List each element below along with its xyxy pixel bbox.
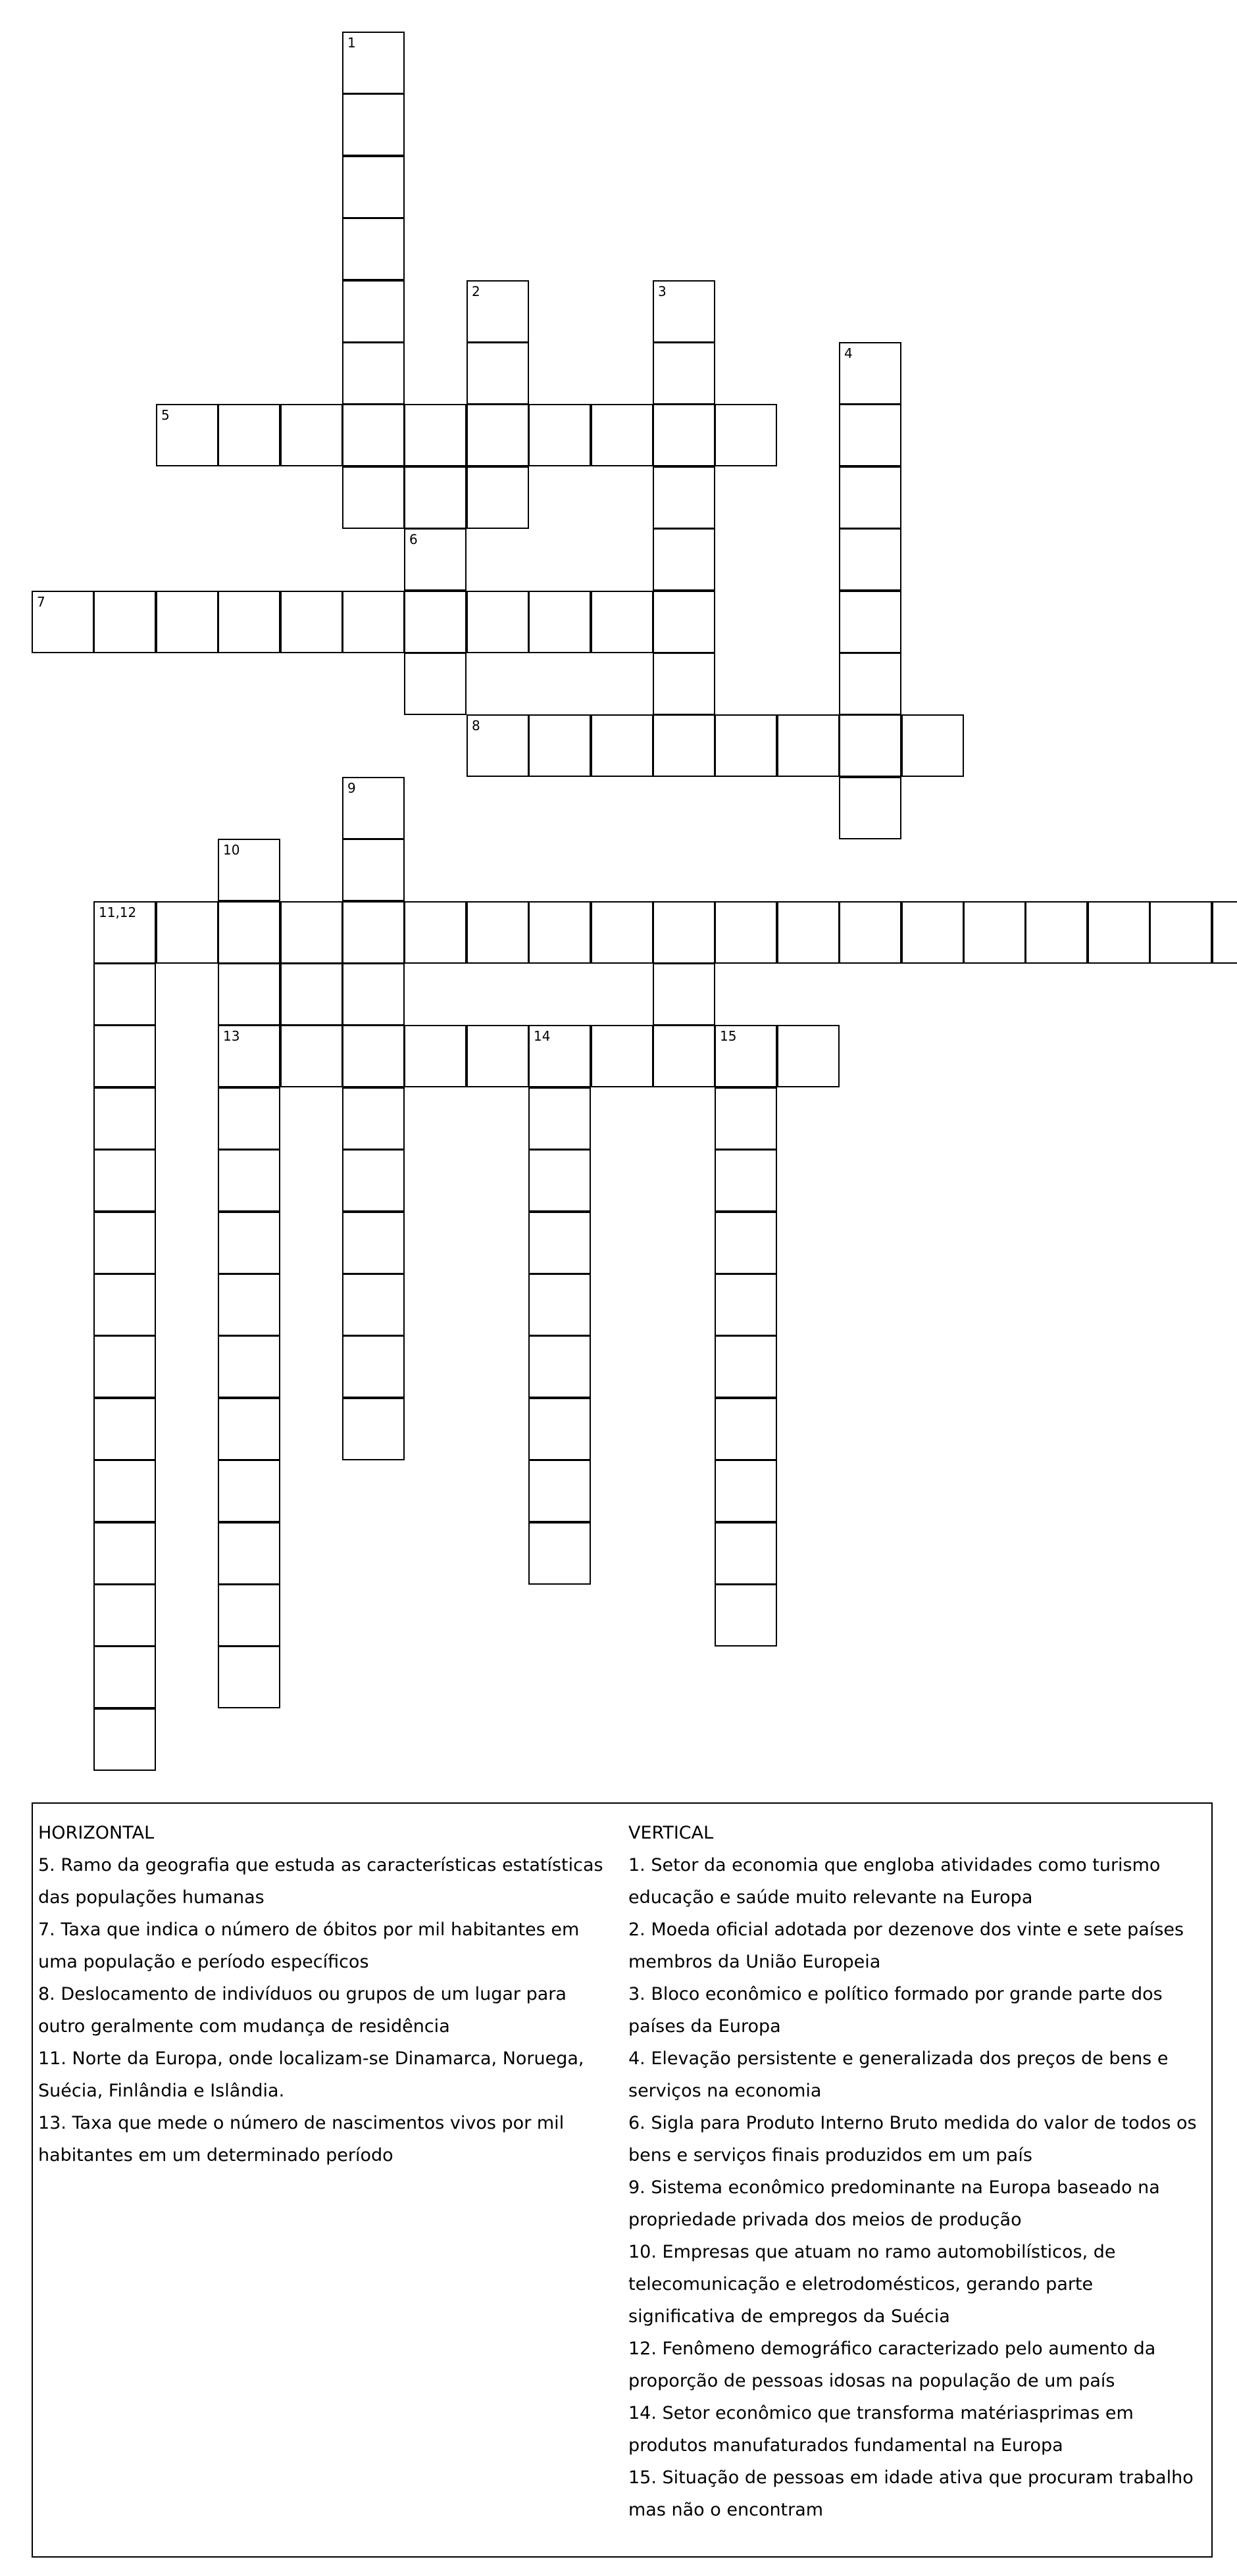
grid-cell[interactable] — [404, 528, 467, 591]
grid-cell[interactable] — [218, 1398, 280, 1460]
grid-cell[interactable] — [653, 714, 715, 777]
grid-cell[interactable] — [218, 1087, 280, 1150]
grid-cell[interactable] — [342, 466, 405, 529]
grid-cell[interactable] — [218, 404, 280, 466]
grid-cell[interactable] — [280, 901, 343, 964]
grid-cell[interactable] — [218, 1522, 280, 1585]
grid-cell[interactable] — [218, 1646, 280, 1708]
clue-number-4: 4 — [844, 345, 853, 361]
grid-cell[interactable] — [715, 714, 777, 777]
grid-cell[interactable] — [591, 404, 653, 466]
clue-1: 1. Setor da economia que engloba atividades como turismo educação e saúde muito relevante na Europa — [628, 1855, 1161, 1908]
grid-cell[interactable] — [93, 1708, 156, 1771]
grid-cell[interactable] — [1088, 901, 1150, 964]
clue-3: 3. Bloco econômico e político formado por grande parte dos países da Europa — [628, 1984, 1163, 2037]
grid-cell[interactable] — [280, 404, 343, 466]
clue-11: 11. Norte da Europa, onde localizam-se Dinamarca, Noruega, Suécia, Finlândia e Islândia. — [38, 2048, 584, 2101]
grid-cell[interactable] — [93, 591, 156, 653]
clue-4: 4. Elevação persistente e generalizada dos preços de bens e serviços na economia — [628, 2048, 1169, 2101]
grid-cell[interactable] — [777, 1025, 840, 1087]
grid-cell[interactable] — [342, 1335, 405, 1398]
grid-cell[interactable] — [342, 404, 405, 466]
grid-cell[interactable] — [591, 901, 653, 964]
grid-cell[interactable] — [839, 591, 901, 653]
grid-cell[interactable] — [715, 1087, 777, 1150]
clue-5: 5. Ramo da geografia que estuda as características estatísticas das populações humanas — [38, 1855, 603, 1908]
grid-cell[interactable] — [653, 1025, 715, 1087]
grid-cell[interactable] — [32, 591, 94, 653]
grid-cell[interactable] — [342, 342, 405, 405]
grid-cell[interactable] — [528, 901, 591, 964]
grid-cell[interactable] — [653, 280, 715, 343]
grid-cell[interactable] — [93, 1087, 156, 1150]
grid-cell[interactable] — [467, 280, 529, 343]
grid-cell[interactable] — [218, 1212, 280, 1274]
clue-10: 10. Empresas que atuam no ramo automobilísticos, de telecomunicação e eletrodomésticos, gerando parte significativa de empregos da Suécia — [628, 2242, 1116, 2327]
grid-cell[interactable] — [280, 591, 343, 653]
grid-cell[interactable] — [280, 963, 343, 1026]
grid-cell[interactable] — [342, 1212, 405, 1274]
grid-cell[interactable] — [93, 1274, 156, 1336]
grid-cell[interactable] — [342, 32, 405, 94]
grid-cell[interactable] — [528, 1149, 591, 1212]
clue-12: 12. Fenômeno demográfico caracterizado pelo aumento da proporção de pessoas idosas na população de um país — [628, 2339, 1156, 2391]
clue-15: 15. Situação de pessoas em idade ativa que procuram trabalho mas não o encontram — [628, 2467, 1194, 2520]
grid-cell[interactable] — [839, 342, 901, 405]
grid-cell[interactable] — [93, 963, 156, 1026]
grid-cell[interactable] — [404, 404, 467, 466]
grid-cell[interactable] — [591, 1025, 653, 1087]
grid-cell[interactable] — [342, 280, 405, 343]
grid-cell[interactable] — [715, 1212, 777, 1274]
grid-cell[interactable] — [467, 714, 529, 777]
grid-cell[interactable] — [93, 1335, 156, 1398]
grid-cell[interactable] — [93, 1460, 156, 1522]
grid-cell[interactable] — [528, 1274, 591, 1336]
grid-cell[interactable] — [93, 1212, 156, 1274]
grid-cell[interactable] — [467, 404, 529, 466]
grid-cell[interactable] — [963, 901, 1026, 964]
grid-cell[interactable] — [93, 901, 156, 964]
grid-cell[interactable] — [777, 714, 840, 777]
grid-cell[interactable] — [93, 1646, 156, 1708]
grid-cell[interactable] — [218, 839, 280, 901]
grid-cell[interactable] — [218, 1335, 280, 1398]
grid-cell[interactable] — [839, 528, 901, 591]
clue-number-10: 10 — [223, 842, 240, 858]
grid-cell[interactable] — [93, 1149, 156, 1212]
clue-6: 6. Sigla para Produto Interno Bruto medida do valor de todos os bens e serviços finais produzidos em um país — [628, 2113, 1197, 2166]
grid-cell[interactable] — [404, 901, 467, 964]
grid-cell[interactable] — [777, 901, 840, 964]
grid-cell[interactable] — [404, 466, 467, 529]
grid-cell[interactable] — [342, 218, 405, 280]
clue-number-7: 7 — [37, 594, 45, 610]
grid-cell[interactable] — [901, 714, 964, 777]
grid-cell[interactable] — [342, 777, 405, 839]
grid-cell[interactable] — [715, 1584, 777, 1647]
grid-cell[interactable] — [342, 591, 405, 653]
grid-cell[interactable] — [839, 466, 901, 529]
grid-cell[interactable] — [839, 714, 901, 777]
vertical-heading: VERTICAL — [628, 1823, 714, 1843]
grid-cell[interactable] — [528, 714, 591, 777]
grid-cell[interactable] — [342, 901, 405, 964]
grid-cell[interactable] — [653, 342, 715, 405]
clue-number-1: 1 — [347, 35, 356, 51]
grid-cell[interactable] — [467, 591, 529, 653]
grid-cell[interactable] — [839, 404, 901, 466]
clue-number-5: 5 — [161, 407, 170, 423]
clue-number-15: 15 — [720, 1028, 737, 1044]
grid-cell[interactable] — [1025, 901, 1088, 964]
grid-cell[interactable] — [591, 714, 653, 777]
grid-cell[interactable] — [715, 1398, 777, 1460]
grid-cell[interactable] — [839, 653, 901, 715]
grid-cell[interactable] — [715, 404, 777, 466]
grid-cell[interactable] — [156, 404, 218, 466]
clues-box — [32, 1802, 1213, 2558]
grid-cell[interactable] — [715, 901, 777, 964]
grid-cell[interactable] — [528, 1087, 591, 1150]
clue-number-11-12: 11,12 — [99, 904, 137, 920]
clue-8: 8. Deslocamento de indivíduos ou grupos de um lugar para outro geralmente com mudança de residência — [38, 1984, 567, 2037]
grid-cell[interactable] — [715, 1335, 777, 1398]
grid-cell[interactable] — [93, 1522, 156, 1585]
grid-cell[interactable] — [156, 591, 218, 653]
grid-cell[interactable] — [653, 528, 715, 591]
grid-cell[interactable] — [653, 591, 715, 653]
grid-cell[interactable] — [528, 1025, 591, 1087]
grid-cell[interactable] — [342, 1274, 405, 1336]
clue-14: 14. Setor econômico que transforma matériasprimas em produtos manufaturados fundamental na Europa — [628, 2403, 1134, 2456]
vertical-clues — [628, 1817, 1201, 2526]
grid-cell[interactable] — [342, 1398, 405, 1460]
grid-cell[interactable] — [467, 466, 529, 529]
grid-cell[interactable] — [218, 1274, 280, 1336]
grid-cell[interactable] — [528, 1398, 591, 1460]
grid-cell[interactable] — [901, 901, 964, 964]
grid-cell[interactable] — [715, 1025, 777, 1087]
grid-cell[interactable] — [653, 963, 715, 1026]
clue-number-14: 14 — [534, 1028, 551, 1044]
horizontal-heading: HORIZONTAL — [38, 1823, 155, 1843]
grid-cell[interactable] — [218, 963, 280, 1026]
clue-number-3: 3 — [658, 284, 667, 299]
clue-number-8: 8 — [472, 718, 480, 733]
grid-cell[interactable] — [218, 591, 280, 653]
grid-cell[interactable] — [342, 93, 405, 156]
grid-cell[interactable] — [342, 839, 405, 901]
clue-number-9: 9 — [347, 780, 356, 796]
clue-number-2: 2 — [472, 284, 480, 299]
grid-cell[interactable] — [342, 1087, 405, 1150]
grid-cell[interactable] — [1212, 901, 1237, 964]
grid-cell[interactable] — [218, 1460, 280, 1522]
grid-cell[interactable] — [528, 591, 591, 653]
grid-cell[interactable] — [404, 591, 467, 653]
grid-cell[interactable] — [715, 1522, 777, 1585]
grid-cell[interactable] — [653, 404, 715, 466]
grid-cell[interactable] — [839, 901, 901, 964]
clue-2: 2. Moeda oficial adotada por dezenove dos vinte e sete países membros da União Europeia — [628, 1920, 1184, 1972]
grid-cell[interactable] — [280, 1025, 343, 1087]
grid-cell[interactable] — [528, 1335, 591, 1398]
clue-9: 9. Sistema econômico predominante na Europa baseado na propriedade privada dos meios de produção — [628, 2177, 1160, 2230]
horizontal-clues — [38, 1817, 611, 2171]
grid-cell[interactable] — [467, 342, 529, 405]
grid-cell[interactable] — [342, 156, 405, 218]
grid-cell[interactable] — [715, 1460, 777, 1522]
grid-cell[interactable] — [218, 901, 280, 964]
grid-cell[interactable] — [404, 1025, 467, 1087]
grid-cell[interactable] — [528, 1212, 591, 1274]
grid-cell[interactable] — [653, 901, 715, 964]
clue-number-6: 6 — [409, 532, 418, 547]
grid-cell[interactable] — [467, 901, 529, 964]
grid-cell[interactable] — [653, 653, 715, 715]
grid-cell[interactable] — [1149, 901, 1212, 964]
grid-cell[interactable] — [342, 1149, 405, 1212]
grid-cell[interactable] — [156, 901, 218, 964]
clue-7: 7. Taxa que indica o número de óbitos por mil habitantes em uma população e período específicos — [38, 1920, 580, 1972]
grid-cell[interactable] — [715, 1274, 777, 1336]
grid-cell[interactable] — [591, 591, 653, 653]
grid-cell[interactable] — [93, 1025, 156, 1087]
grid-cell[interactable] — [218, 1584, 280, 1647]
grid-cell[interactable] — [528, 1460, 591, 1522]
grid-cell[interactable] — [218, 1149, 280, 1212]
grid-cell[interactable] — [715, 1149, 777, 1212]
grid-cell[interactable] — [653, 466, 715, 529]
clue-13: 13. Taxa que mede o número de nascimentos vivos por mil habitantes em um determinado período — [38, 2113, 565, 2166]
grid-cell[interactable] — [218, 1025, 280, 1087]
grid-cell[interactable] — [839, 777, 901, 839]
grid-cell[interactable] — [342, 1025, 405, 1087]
grid-cell[interactable] — [467, 1025, 529, 1087]
grid-cell[interactable] — [528, 1522, 591, 1585]
grid-cell[interactable] — [528, 404, 591, 466]
grid-cell[interactable] — [404, 653, 467, 715]
clue-number-13: 13 — [223, 1028, 240, 1044]
grid-cell[interactable] — [342, 963, 405, 1026]
grid-cell[interactable] — [93, 1584, 156, 1647]
grid-cell[interactable] — [93, 1398, 156, 1460]
